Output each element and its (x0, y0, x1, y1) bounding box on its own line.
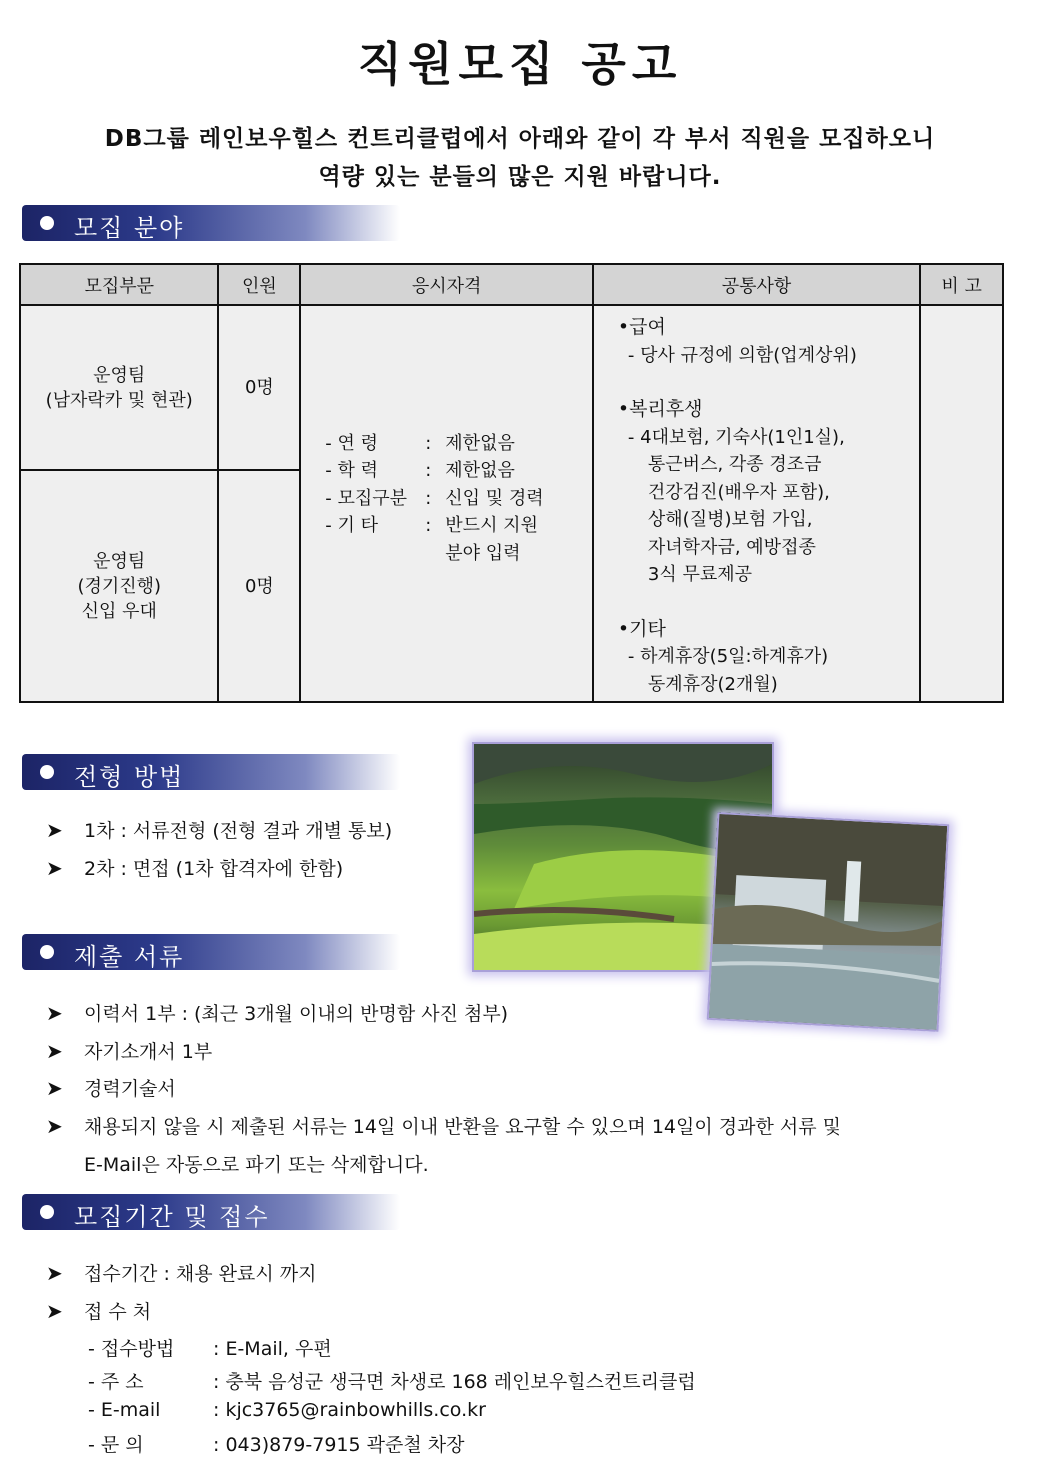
intro-line-1: DB그룹 레인보우힐스 컨트리클럽에서 아래와 같이 각 부서 직원을 모집하오니 (104, 126, 936, 152)
table-header-row (20, 264, 1003, 305)
dept-cell (20, 305, 218, 470)
common-cell (593, 305, 920, 702)
dept-note: 신입 우대 (81, 600, 157, 622)
section-header-period (22, 1194, 400, 1230)
section-title: 전형 방법 (74, 763, 185, 791)
list-item: ➤ 1차 : 서류전형 (전형 결과 개별 통보) (46, 817, 393, 842)
dept-name: 운영팀 (93, 364, 146, 386)
count-cell: 0명 (218, 305, 300, 470)
welfare-title: •복리후생 (617, 398, 703, 420)
welfare-line: 건강검진(배우자 포함), (647, 481, 830, 503)
section-header-selection (22, 754, 400, 790)
qualification-cell (300, 305, 593, 702)
list-item: ➤ 접수기간 : 채용 완료시 까지 (46, 1260, 317, 1285)
header-count: 인원 (218, 264, 300, 305)
bullet-circle-icon (40, 216, 54, 230)
etc-title: •기타 (617, 617, 666, 640)
remarks-cell (920, 305, 1003, 702)
list-item-cont: E-Mail은 자동으로 파기 또는 삭제합니다. (84, 1154, 429, 1176)
etc-line: - 하계휴장(5일:하계휴가) (627, 646, 829, 667)
salary-detail: - 당사 규정에 의함(업계상위) (627, 344, 857, 366)
section-header-documents (22, 934, 400, 970)
qualification-item: - 기 타 : 반드시 지원 (325, 515, 538, 537)
arrow-bullet-icon: ➤ (46, 1260, 63, 1285)
salary-title: •급여 (617, 316, 666, 338)
arrow-bullet-icon: ➤ (46, 1075, 63, 1100)
welfare-line: 상해(질병)보험 가입, (647, 509, 813, 530)
contact-row: - 접수방법 : E-Mail, 우편 (88, 1338, 332, 1360)
welfare-line: 통근버스, 각종 경조금 (647, 454, 822, 475)
qualification-item-cont: 분야 입력 (445, 542, 521, 564)
etc-line: 동계휴장(2개월) (647, 673, 778, 695)
section-header-recruit-field (22, 205, 400, 241)
welfare-line: - 4대보험, 기숙사(1인1실), (627, 426, 845, 448)
bullet-circle-icon (40, 1205, 54, 1219)
section-title: 제출 서류 (74, 943, 185, 971)
waterfall-photo (707, 812, 950, 1032)
table-row (20, 305, 1003, 470)
bullet-circle-icon (40, 765, 54, 779)
page-title: 직원모집 공고 (357, 37, 683, 91)
section-title: 모집기간 및 접수 (74, 1203, 270, 1231)
arrow-bullet-icon: ➤ (46, 1038, 63, 1063)
arrow-bullet-icon: ➤ (46, 855, 63, 880)
list-item: ➤ 경력기술서 (46, 1075, 176, 1100)
arrow-bullet-icon: ➤ (46, 1113, 63, 1138)
qualification-item: - 모집구분 : 신입 및 경력 (325, 487, 544, 509)
count-cell: 0명 (218, 470, 300, 702)
welfare-line: 3식 무료제공 (647, 564, 753, 585)
qualification-item: - 연 령 : 제한없음 (325, 432, 515, 454)
header-remarks: 비 고 (920, 264, 1003, 305)
contact-row: - E-mail : kjc3765@rainbowhills.co.kr (88, 1399, 486, 1421)
header-common: 공통사항 (593, 264, 920, 305)
header-qualification: 응시자격 (300, 264, 593, 305)
header-dept: 모집부문 (20, 264, 218, 305)
welfare-line: 자녀학자금, 예방접종 (647, 536, 816, 558)
arrow-bullet-icon: ➤ (46, 817, 63, 842)
list-item: ➤ 자기소개서 1부 (46, 1038, 213, 1063)
dept-detail: (남자락카 및 현관) (45, 389, 193, 411)
contact-row: - 주 소 : 충북 음성군 생극면 차생로 168 레인보우힐스컨트리클럽 (88, 1371, 696, 1393)
list-item: ➤ 2차 : 면접 (1차 합격자에 한함) (46, 855, 344, 880)
qualification-item: - 학 력 : 제한없음 (325, 460, 515, 482)
list-item: ➤ 이력서 1부 : (최근 3개월 이내의 반명함 사진 첨부) (46, 1000, 509, 1025)
waterfall-illustration (709, 814, 947, 1030)
contact-row: - 문 의 : 043)879-7915 곽준철 차장 (88, 1434, 465, 1456)
recruitment-table (19, 263, 1004, 703)
dept-cell (20, 470, 218, 702)
intro-line-2: 역량 있는 분들의 많은 지원 바랍니다. (318, 164, 722, 190)
bullet-circle-icon (40, 945, 54, 959)
section-title: 모집 분야 (74, 214, 185, 242)
list-item: ➤ 접 수 처 (46, 1298, 152, 1323)
arrow-bullet-icon: ➤ (46, 1298, 63, 1323)
arrow-bullet-icon: ➤ (46, 1000, 63, 1025)
dept-name: 운영팀 (93, 550, 146, 572)
dept-detail: (경기진행) (77, 575, 162, 597)
list-item: ➤ 채용되지 않을 시 제출된 서류는 14일 이내 반환을 요구할 수 있으며 14일이 경과한 서류 및 (46, 1113, 841, 1138)
